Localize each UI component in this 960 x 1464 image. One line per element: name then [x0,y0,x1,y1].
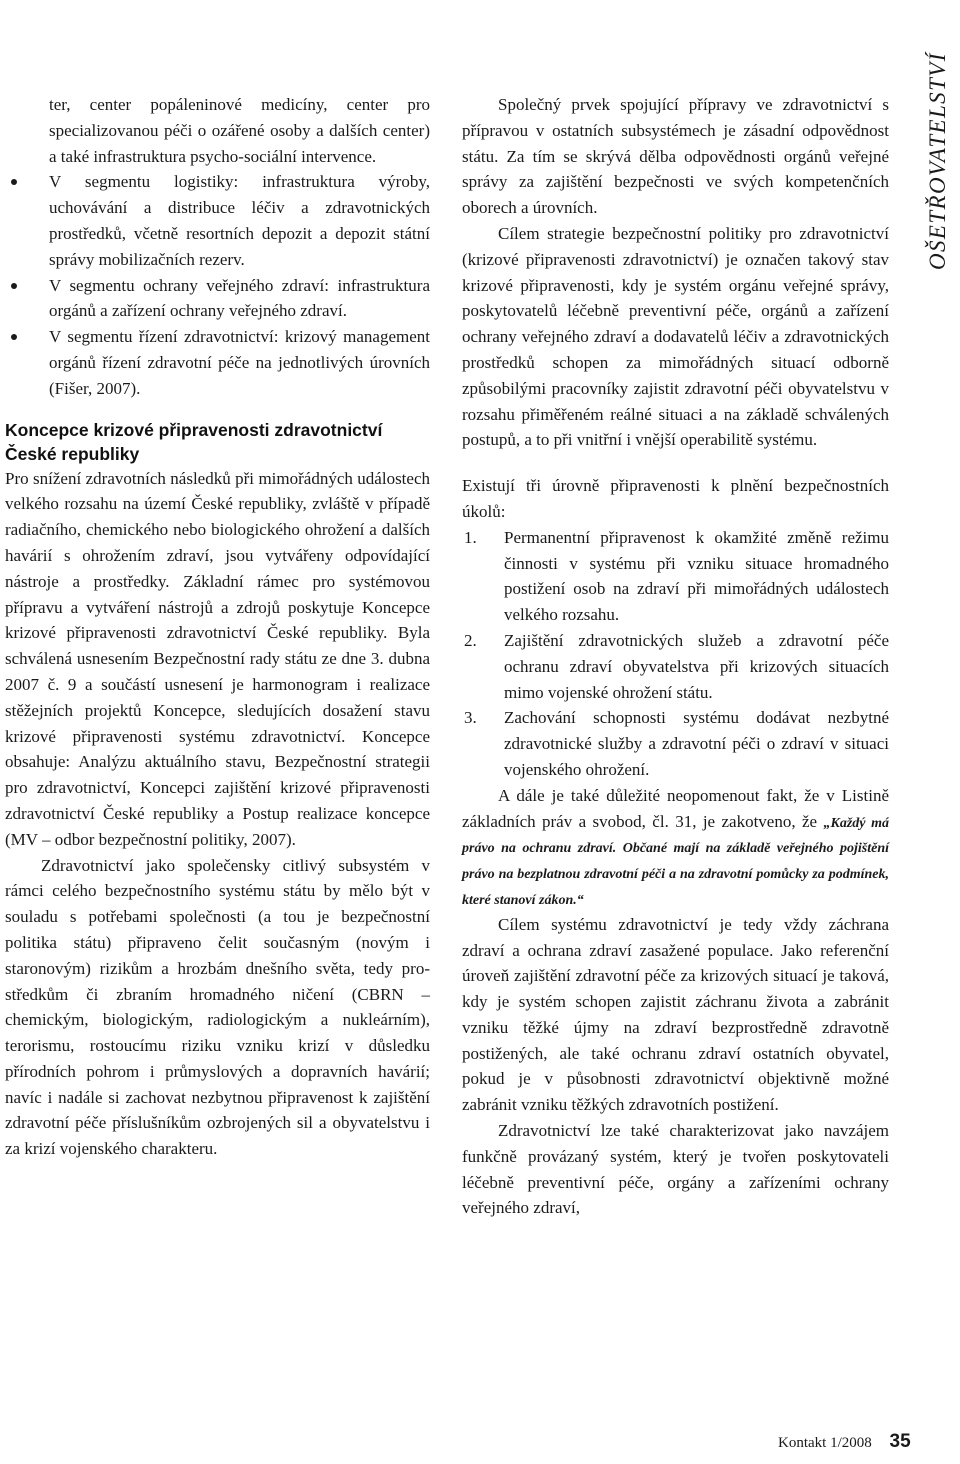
paragraph: Pro snížení zdravotních následků při mimořádných událostech velkého rozsahu na území České republiky, zvláště v případě radiačního, chemického nebo biologického ohrožení a dalších havárií s ohrožením zdraví, jsou vytvářeny odpovídající nástroje a prostředky. Základní rámec pro systémovou přípravu a vytváření nástrojů a zdrojů poskytuje Koncepce krizové připravenosti zdravotnictví České republiky. Byla schválená usnesením Bezpečnostní rady státu ze dne 3. dubna 2007 č. 9 a součástí usnesení je harmonogram i realizace stěžejních projektů Koncepce, sledujících dosažení stavu krizové připravenosti systému zdravotnictví. Koncepce obsahuje: Analýzu aktuálního stavu, Bezpečnostní strategii pro zdravotnictví, Koncepci zajištění krizové připravenosti zdravotnictví České republiky a Postup realizace koncepce (MV – odbor bezpečnostní politiky, 2007). [5,468,430,849]
levels-list [462,525,889,783]
paragraph: Společný prvek spojující přípravy ve zdravotnictví s přípravou v ostatních subsystémech je zásadní odpovědnost státu. Za tím se skrývá dělba odpovědnosti orgánů veřejné správy za zajištění bezpečnosti ve svých kompetenčních oborech a úrovních. [462,95,889,218]
list-item-text: Zachování schopnosti systému dodávat nezbytné zdravotnické služby a zdravotní péči o zdraví v situaci vojenského ohrožení. [504,708,889,779]
running-section-title [915,10,960,270]
paragraph: Cílem strategie bezpečnostní politiky pro zdravotnictví (krizové připravenosti zdravotnictví) je označen takový stav krizové připravenosti, kdy je systém orgánu veřejné správy, poskytovatelů léčebně preventivní péče, orgánů a zařízení ochrany veřejného zdraví a dodavatelů léčiv a zdravotnických prostředků schopen za mimořádných situací odborně způsobilými pracovníky zajistit zdravotní péči obyvatelstvu v rozsahu přiměřeném reálné situaci a na základě schválených postupů, a to při vnitřní i vnější operabilitě systému. [462,223,889,450]
paragraph: Zdravotnictví lze také charakterizovat jako navzájem funkčně provázaný systém, který je tvořen poskytovateli léčebně preventivní péče, orgány a zařízeními ochrany veřejného zdraví, [462,1121,889,1218]
section-heading: Koncepce krizové připravenosti zdravotnictví České republiky [5,419,383,464]
list-item: V segmentu logistiky: infrastruktura výroby, uchovávání a distribuce léčiv a zdravotnických prostředků, včetně resortních depozit a depozit státní správy mobilizačních rezerv. [49,169,430,272]
right-column [462,92,889,1221]
list-item-number: 3. [464,708,477,728]
running-section-title-text: OŠETŘOVATELSTVÍ [925,52,950,270]
list-item [462,628,889,705]
paragraph [462,783,889,912]
list-item: ter, center popáleninové medicíny, center pro specializovanou péči o ozářené osoby a dalších center) a také infrastruktura psycho-sociální intervence. [49,95,430,166]
bullet-list [5,92,430,402]
journal-issue: Kontakt 1/2008 [778,1435,872,1451]
charter-quote: „Každý má právo na ochranu zdraví. Občané mají na základě veřejného pojištění právo na bezplatnou zdravotní péči a na zdravotní pomůcky za podmínek, které stanoví zákon.“ [462,815,890,908]
paragraph: Cílem systému zdravotnictví je tedy vždy záchrana zdraví a ochrana zdraví zasažené populace. Jako referenční úroveň zajištění zdravotní péče za krizových situací je taková, kdy je systém schopen zajistit záchranu života a zabránit vzniku těžké újmy na zdraví bezprostředně zdravotně postižených, ale také ochranu zdraví ostatních obyvatel, pokud je v působnosti zdravotnictví objektivně možné zabránit vzniku těžkých zdravotních postižení. [462,914,889,1115]
list-item: V segmentu ochrany veřejného zdraví: infrastruktura orgánů a zařízení ochrany veřejného zdraví. [49,273,430,325]
list-item-number: 2. [464,630,477,650]
list-item-number: 1. [464,527,477,547]
list-item [462,525,889,628]
list-item-text: Permanentní připravenost k okamžité změně režimu činnosti v systému při vzniku situace hromadného postižení osob na zdraví při mimořádných událostech velkého rozsahu. [504,527,889,625]
page-footer [778,1432,911,1453]
spacer [462,453,889,473]
charter-intro: A dále je také důležité neopomenout fakt, že v Listině základních práv a svobod, čl. 31, je zakotveno, že [462,785,889,831]
list-item [462,705,889,782]
list-item: V segmentu řízení zdravotnictví: krizový management orgánů řízení zdravotní péče na jednotlivých úrovních (Fišer, 2007). [49,324,430,401]
levels-intro: Existují tři úrovně připravenosti k plnění bezpečnostních úkolů: [462,476,889,521]
list-item-text: Zajištění zdravotnických služeb a zdravotní péče ochranu zdraví obyvatelstva při krizových situacích mimo vojenské ohrožení státu. [504,630,889,702]
page-number: 35 [889,1431,911,1452]
paragraph: Zdravotnictví jako společensky citlivý subsystém v rámci celého bezpečnostního systému státu by mělo být v souladu s potřebami společnosti (a tou je bezpečnostní politika státu) připraveno čelit současným (novým i staronovým) rizikům a hrozbám dnešního světa, tedy prostředkům či zbraním hromadného ničení (CBRN – chemickým, biologickým, radiologickým a nukleárním), terorismu, rostoucímu riziku vzniku krizí v důsledku přírodních pohrom i průmyslových a dopravních havárií; navíc i nadále si zachovat nezbytnou připravenost k zajištění zdravotní péče příslušníkům ozbrojených sil a obyvatelstvu i za krizí vojenského charakteru. [5,855,430,1159]
left-column [5,92,430,1162]
